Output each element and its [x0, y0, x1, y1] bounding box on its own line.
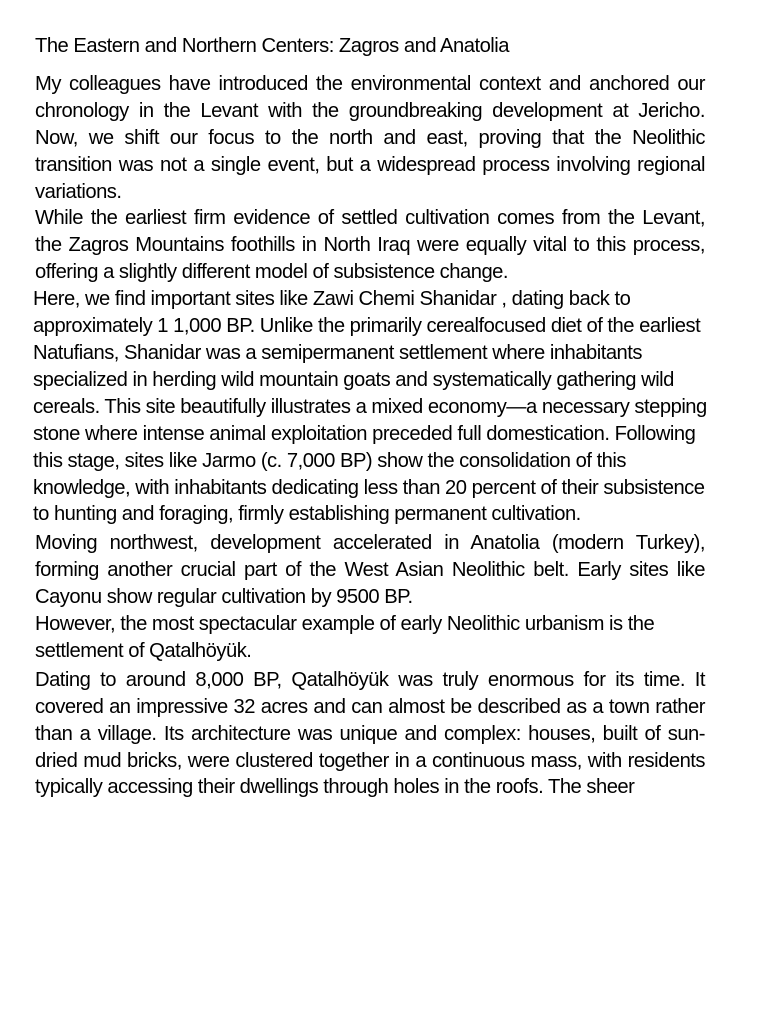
paragraph-catalhoyuk-description: Dating to around 8,000 BP, Qatalhöyük was truly enormous for its time. It covered an impressive 32 acres and can almost be described as a town rather than a village. Its architecture was unique and complex: houses, built of sun-dried mud bricks, were clustered together in a continuous mass, with residents typically accessing their dwellings through holes in the roofs. The sheer [35, 668, 705, 799]
paragraph-zagros-overview: While the earliest firm evidence of settled cultivation comes from the Levant, the Zagros Mountains foothills in North Iraq were equally vital to this process, offering a slightly different model of subsistence change. [35, 207, 705, 284]
document-title: The Eastern and Northern Centers: Zagros and Anatolia [35, 35, 509, 57]
paragraph-intro: My colleagues have introduced the environmental context and anchored our chronology in the Levant with the groundbreaking development at Jericho. Now, we shift our focus to the north and east, proving that the Neolithic transition was not a single event, but a widespread process involving regional variations. [35, 72, 705, 203]
paragraph-shanidar-jarmo: Here, we find important sites like Zawi Chemi Shanidar , dating back to approximately 1 1,000 BP. Unlike the primarily cerealfocused diet of the earliest Natufians, Shanidar was a semipermanent settlement where inhabitants specialized in herding wild mountain goats and systematically gathering wild cereals. This site beautifully illustrates a mixed economy—a necessary stepping stone where intense animal exploitation preceded full domestication. Following this stage, sites like Jarmo (c. 7,000 BP) show the consolidation of this knowledge, with inhabitants dedicating less than 20 percent of their subsistence to hunting and foraging, firmly establishing permanent cultivation. [33, 288, 707, 526]
document-body [35, 33, 705, 801]
paragraph-anatolia: Moving northwest, development accelerated in Anatolia (modern Turkey), forming another crucial part of the West Asian Neolithic belt. Early sites like Cayonu show regular cultivation by 9500 BP. [35, 532, 705, 609]
paragraph-catalhoyuk-intro: However, the most spectacular example of early Neolithic urbanism is the settlement of Qatalhöyük. [35, 613, 655, 662]
